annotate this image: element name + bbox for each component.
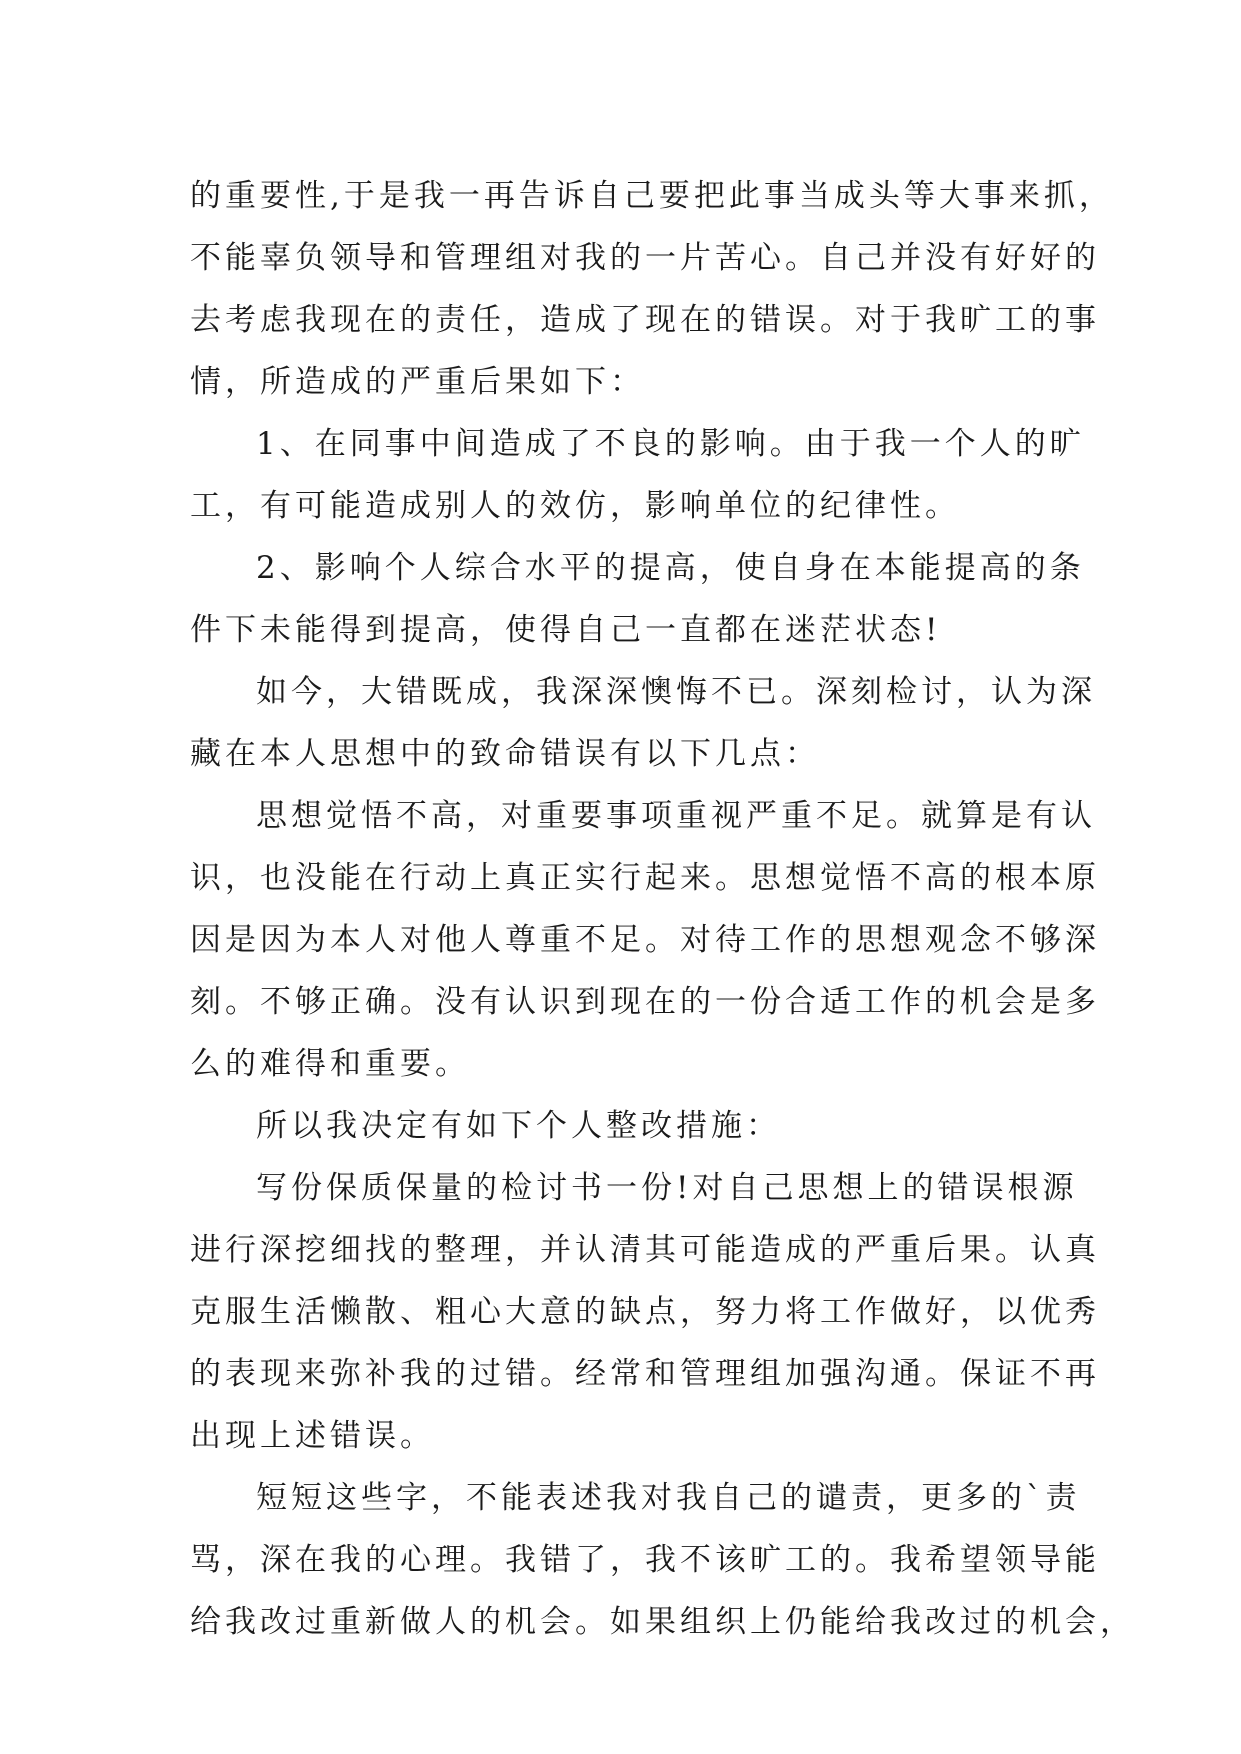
text-line: 刻。不够正确。没有认识到现在的一份合适工作的机会是多 [190,984,1100,1020]
text-line: 藏在本人思想中的致命错误有以下几点： [190,736,820,772]
text-line: 写份保质保量的检讨书一份!对自己思想上的错误根源 [256,1170,1078,1206]
text-line: 的重要性,于是我一再告诉自己要把此事当成头等大事来抓， [190,178,1114,214]
text-line: 识，也没能在行动上真正实行起来。思想觉悟不高的根本原 [190,860,1100,896]
text-line: 工，有可能造成别人的效仿，影响单位的纪律性。 [190,488,960,524]
text-line: 给我改过重新做人的机会。如果组织上仍能给我改过的机会， [190,1604,1135,1640]
text-line: 去考虑我现在的责任，造成了现在的错误。对于我旷工的事 [190,302,1100,338]
text-line: 因是因为本人对他人尊重不足。对待工作的思想观念不够深 [190,922,1100,958]
text-line: 骂，深在我的心理。我错了，我不该旷工的。我希望领导能 [190,1542,1100,1578]
text-line: 进行深挖细找的整理，并认清其可能造成的严重后果。认真 [190,1232,1100,1268]
text-line: 不能辜负领导和管理组对我的一片苦心。自己并没有好好的 [190,240,1100,276]
text-line: 的表现来弥补我的过错。经常和管理组加强沟通。保证不再 [190,1356,1100,1392]
text-line: 所以我决定有如下个人整改措施： [256,1108,781,1144]
text-line: 思想觉悟不高，对重要事项重视严重不足。就算是有认 [256,798,1096,834]
text-line: 克服生活懒散、粗心大意的缺点，努力将工作做好，以优秀 [190,1294,1100,1330]
text-line: 2、影响个人综合水平的提高，使自身在本能提高的条 [256,550,1085,586]
document-body [190,165,1135,1653]
text-line: 出现上述错误。 [190,1418,435,1454]
text-line: 短短这些字，不能表述我对我自己的谴责，更多的`责 [256,1480,1081,1516]
text-line: 如今，大错既成，我深深懊悔不已。深刻检讨，认为深 [256,674,1096,710]
text-line: 情，所造成的严重后果如下： [190,364,645,400]
text-line: 么的难得和重要。 [190,1046,470,1082]
text-line: 件下未能得到提高，使得自己一直都在迷茫状态! [190,612,942,648]
text-line: 1、在同事中间造成了不良的影响。由于我一个人的旷 [256,426,1085,462]
